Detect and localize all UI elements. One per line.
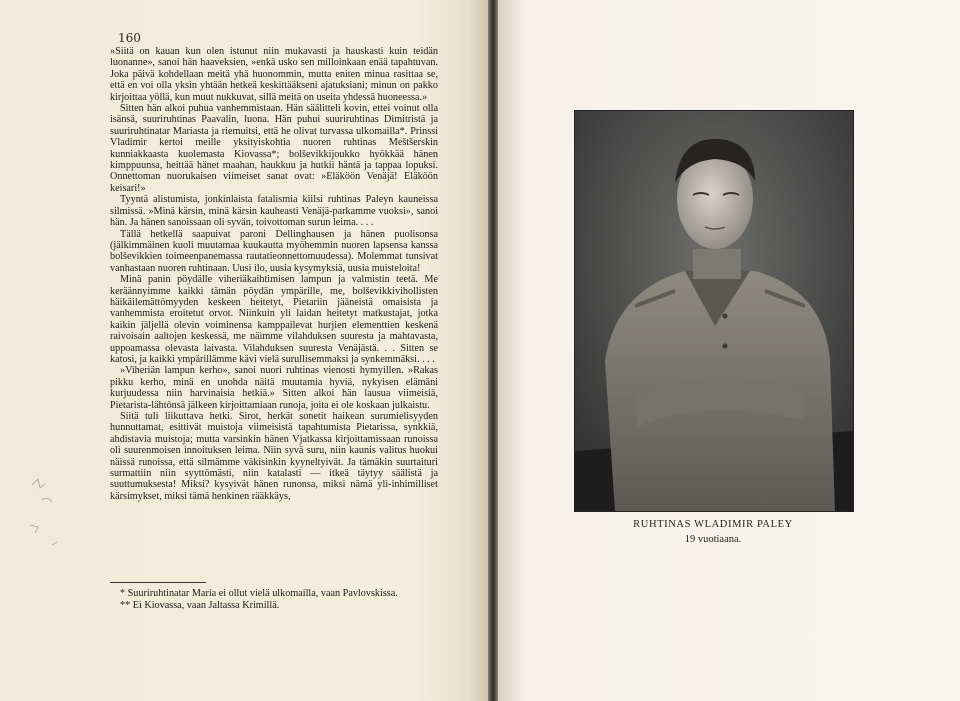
body-text — [110, 46, 438, 502]
book-gutter — [488, 0, 498, 701]
footnote: * Suuriruhtinatar Maria ei ollut vielä ulkomailla, vaan Pavlovskissa. — [120, 588, 398, 599]
portrait-illustration — [575, 111, 853, 511]
footnote-rule — [110, 582, 206, 583]
page-number: 160 — [118, 31, 141, 45]
paragraph: »Siitä on kauan kun olen istunut niin mukavasti ja hauskasti kuin teidän luonanne», sanoi hän haaveksien, »enkä usko sen milloinkaan enää tapahtuvan. Joka päivä kohdellaan meitä yhä huonommin, mutta eniten minua rasittaa se, että en voi olla yksin yhtään hetkeä keskittääkseni ajatuksiani; minun on pakko kirjoittaa yöllä, kun muut nukkuvat, sillä meitä on useita yhdessä huoneessa.» — [110, 46, 438, 103]
paragraph: Minä panin pöydälle viheriäkaihtimisen lampun ja valmistin teetä. Me keräännyimme kaikki tämän pöydän ympärille, me, bolševikkivihollisten häikäilemättömyyden keskeen heitetyt, Pietariin jääneistä omaisista ja vanhemmista eroitetut orvot. Niinkuin yli laidan heitetyt matkustajat, jotka kaikin jäljellä olevin voiminensa kamppailevat hurjien elementtien keskenä raivoisain aaltojen keskessä, me näimme vilahduksen suuresta ja mahtavasta, uppoamassa olevasta laivasta. Vilahduksen suuresta Venäjästä. . . Sitten se katosi, ja kaikki ympärillämme kävi vielä surullisemmaksi ja synkemmäksi. . . . — [110, 274, 438, 365]
margin-scribble-mark — [22, 470, 92, 560]
paragraph: Tyyntä alistumista, jonkinlaista fatalismia kiilsi ruhtinas Paleyn kauneissa silmissä. »Minä kärsin, minä kärsin kauheasti Venäjä-parkamme vuoksi», sanoi hän. Ja hänen sanoissaan oli syvän, toivottoman surun leima. . . . — [110, 194, 438, 229]
paragraph: Sitten hän alkoi puhua vanhemmistaan. Hän säälitteli kovin, ettei voinut olla isänsä, suuriruhtinas Paavalin, luona. Hän puhui suuriruhtinas Dimitristä ja suuriruhtinatar Mariasta ja riemuitsi, että he olivat turvassa ulkomailla*. Prinssi Vladimir kertoi meille yksityiskohtia nuoren ruhtinas Meštšerskin kunniakkaasta kuolemasta Kiovassa*; bolševikkijoukko hyökkää hänen kimppuunsa, heittää hänet maahan, haukkuu ja hutkii häntä ja tappaa lopuksi. Onnettoman nuorukaisen viimeiset sanat ovat: »Eläköön Venäjä! Eläköön keisari!» — [110, 103, 438, 194]
footnote: ** Ei Kiovassa, vaan Jaltassa Krimillä. — [120, 599, 280, 611]
portrait-photo — [574, 110, 854, 512]
paragraph: »Viheriän lampun kerho», sanoi nuori ruhtinas vienosti hymyillen. »Rakas pikku kerho, minä en unohda näitä muutamia hyviä, nykyisen elämäni kurjuudessa niin harvinaisia hetkiä.» Sitten alkoi hän lausua viimeisiä, Pietarista-lähtönsä jälkeen kirjoittamiaan runoja, joita ei ole koskaan julkaistu. — [110, 365, 438, 411]
right-page — [498, 0, 960, 701]
photo-caption-title: RUHTINAS WLADIMIR PALEY — [633, 519, 793, 530]
photo-caption-subtitle: 19 vuotiaana. — [684, 534, 742, 545]
paragraph: Siitä tuli liikuttava hetki. Sirot, herkät sonetit haikean surumielisyyden hunnuttamat, esittivät muistoja viimeisistä tapahtumista Pietarissa, synkkiä, ahdistavia muistoja; mutta varsinkin hänen Vjatkassa kirjoittamissaan runoissa oli suurenmoisen innoituksen leima. Niin syvä suru, niin kaunis valitus huokui näissä runoissa, että silmämme väkisinkin kyyneltyivät. Ja tämäkin suurtaituri surmattiin niin syyttömästi, niin katalasti — itkeä täytyy säälistä ja suuttumuksesta! Miksi? kysyivät hänen runonsa, miksi nämä yli-inhimilliset kärsimykset, miksi tämä henkinen rääkkäys, — [110, 411, 438, 502]
paragraph: Tällä hetkellä saapuivat paroni Dellinghausen ja hänen puolisonsa (jälkimmäinen kuoli muutamaa kuukautta myöhemmin nuoren lapsensa kanssa bolševikkien toimeenpanemassa rautatieonnettomuudessa). Molemmat tunsivat vanhastaan nuoren ruhtinaan. Uusi ilo, uusia kysymyksiä, uusia muisteloita! — [110, 228, 438, 274]
footnotes — [110, 588, 438, 612]
